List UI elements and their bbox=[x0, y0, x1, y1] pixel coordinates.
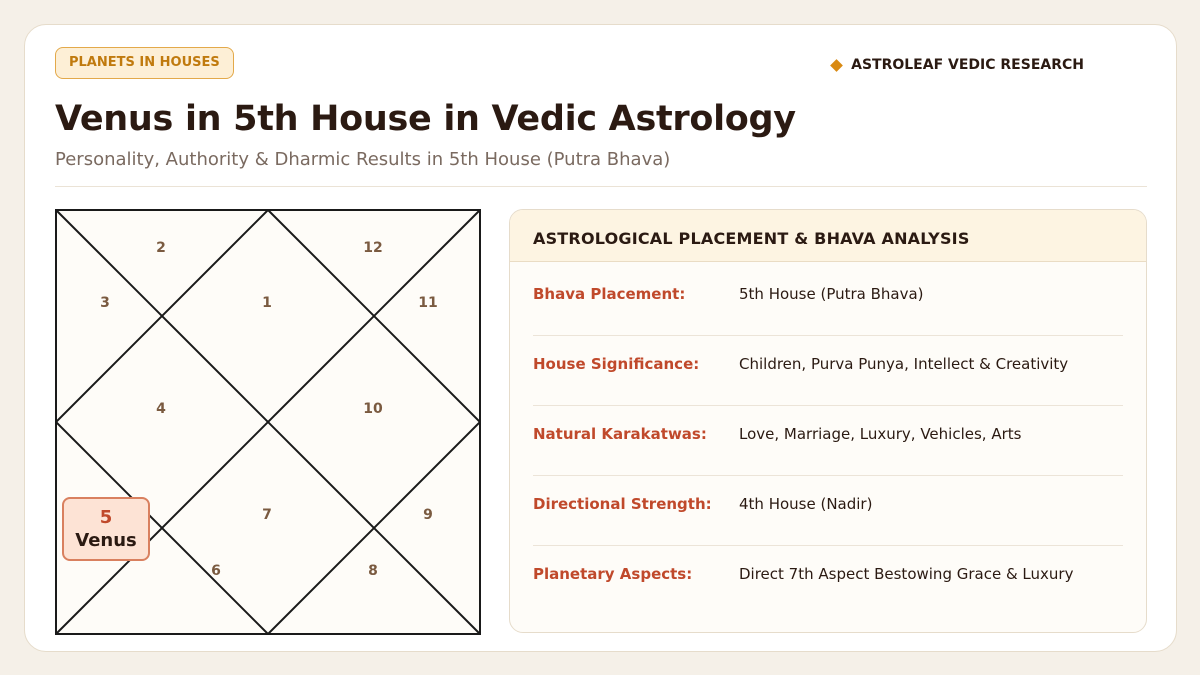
diamond-icon bbox=[830, 59, 843, 72]
house-6-label: 6 bbox=[211, 563, 221, 579]
row-value: Direct 7th Aspect Bestowing Grace & Luxury bbox=[739, 565, 1074, 583]
panel-title: ASTROLOGICAL PLACEMENT & BHAVA ANALYSIS bbox=[510, 210, 1146, 262]
birth-chart bbox=[55, 209, 481, 635]
row-key: House Significance: bbox=[533, 355, 700, 373]
house-9-label: 9 bbox=[423, 507, 433, 523]
row-value: 4th House (Nadir) bbox=[739, 495, 873, 513]
table-row bbox=[533, 546, 1123, 616]
planet-label: Venus bbox=[75, 530, 137, 551]
house-1-label: 1 bbox=[262, 295, 272, 311]
house-10-label: 10 bbox=[363, 401, 383, 417]
chart-lines bbox=[55, 209, 481, 635]
category-tag[interactable]: PLANETS IN HOUSES bbox=[55, 47, 234, 79]
divider bbox=[55, 186, 1147, 187]
row-key: Bhava Placement: bbox=[533, 285, 686, 303]
house-3-label: 3 bbox=[100, 295, 110, 311]
table-row bbox=[533, 266, 1123, 336]
venus-placement-marker[interactable] bbox=[62, 497, 150, 561]
brand bbox=[832, 57, 1084, 73]
row-value: 5th House (Putra Bhava) bbox=[739, 285, 924, 303]
house-2-label: 2 bbox=[156, 240, 166, 256]
row-key: Planetary Aspects: bbox=[533, 565, 693, 583]
table-row bbox=[533, 406, 1123, 476]
row-key: Natural Karakatwas: bbox=[533, 425, 707, 443]
house-7-label: 7 bbox=[262, 507, 272, 523]
house-8-label: 8 bbox=[368, 563, 378, 579]
row-value: Love, Marriage, Luxury, Vehicles, Arts bbox=[739, 425, 1022, 443]
house-11-label: 11 bbox=[418, 295, 438, 311]
page-title: Venus in 5th House in Vedic Astrology bbox=[55, 99, 796, 139]
house-4-label: 4 bbox=[156, 401, 166, 417]
page-subtitle: Personality, Authority & Dharmic Results in 5th House (Putra Bhava) bbox=[55, 149, 671, 170]
brand-label: ASTROLEAF VEDIC RESEARCH bbox=[851, 57, 1084, 73]
house-5-label: 5 bbox=[99, 507, 113, 528]
house-12-label: 12 bbox=[363, 240, 383, 256]
row-value: Children, Purva Punya, Intellect & Creativity bbox=[739, 355, 1069, 373]
table-row bbox=[533, 336, 1123, 406]
table-row bbox=[533, 476, 1123, 546]
content-card bbox=[24, 24, 1177, 652]
analysis-panel bbox=[509, 209, 1147, 633]
row-key: Directional Strength: bbox=[533, 495, 712, 513]
